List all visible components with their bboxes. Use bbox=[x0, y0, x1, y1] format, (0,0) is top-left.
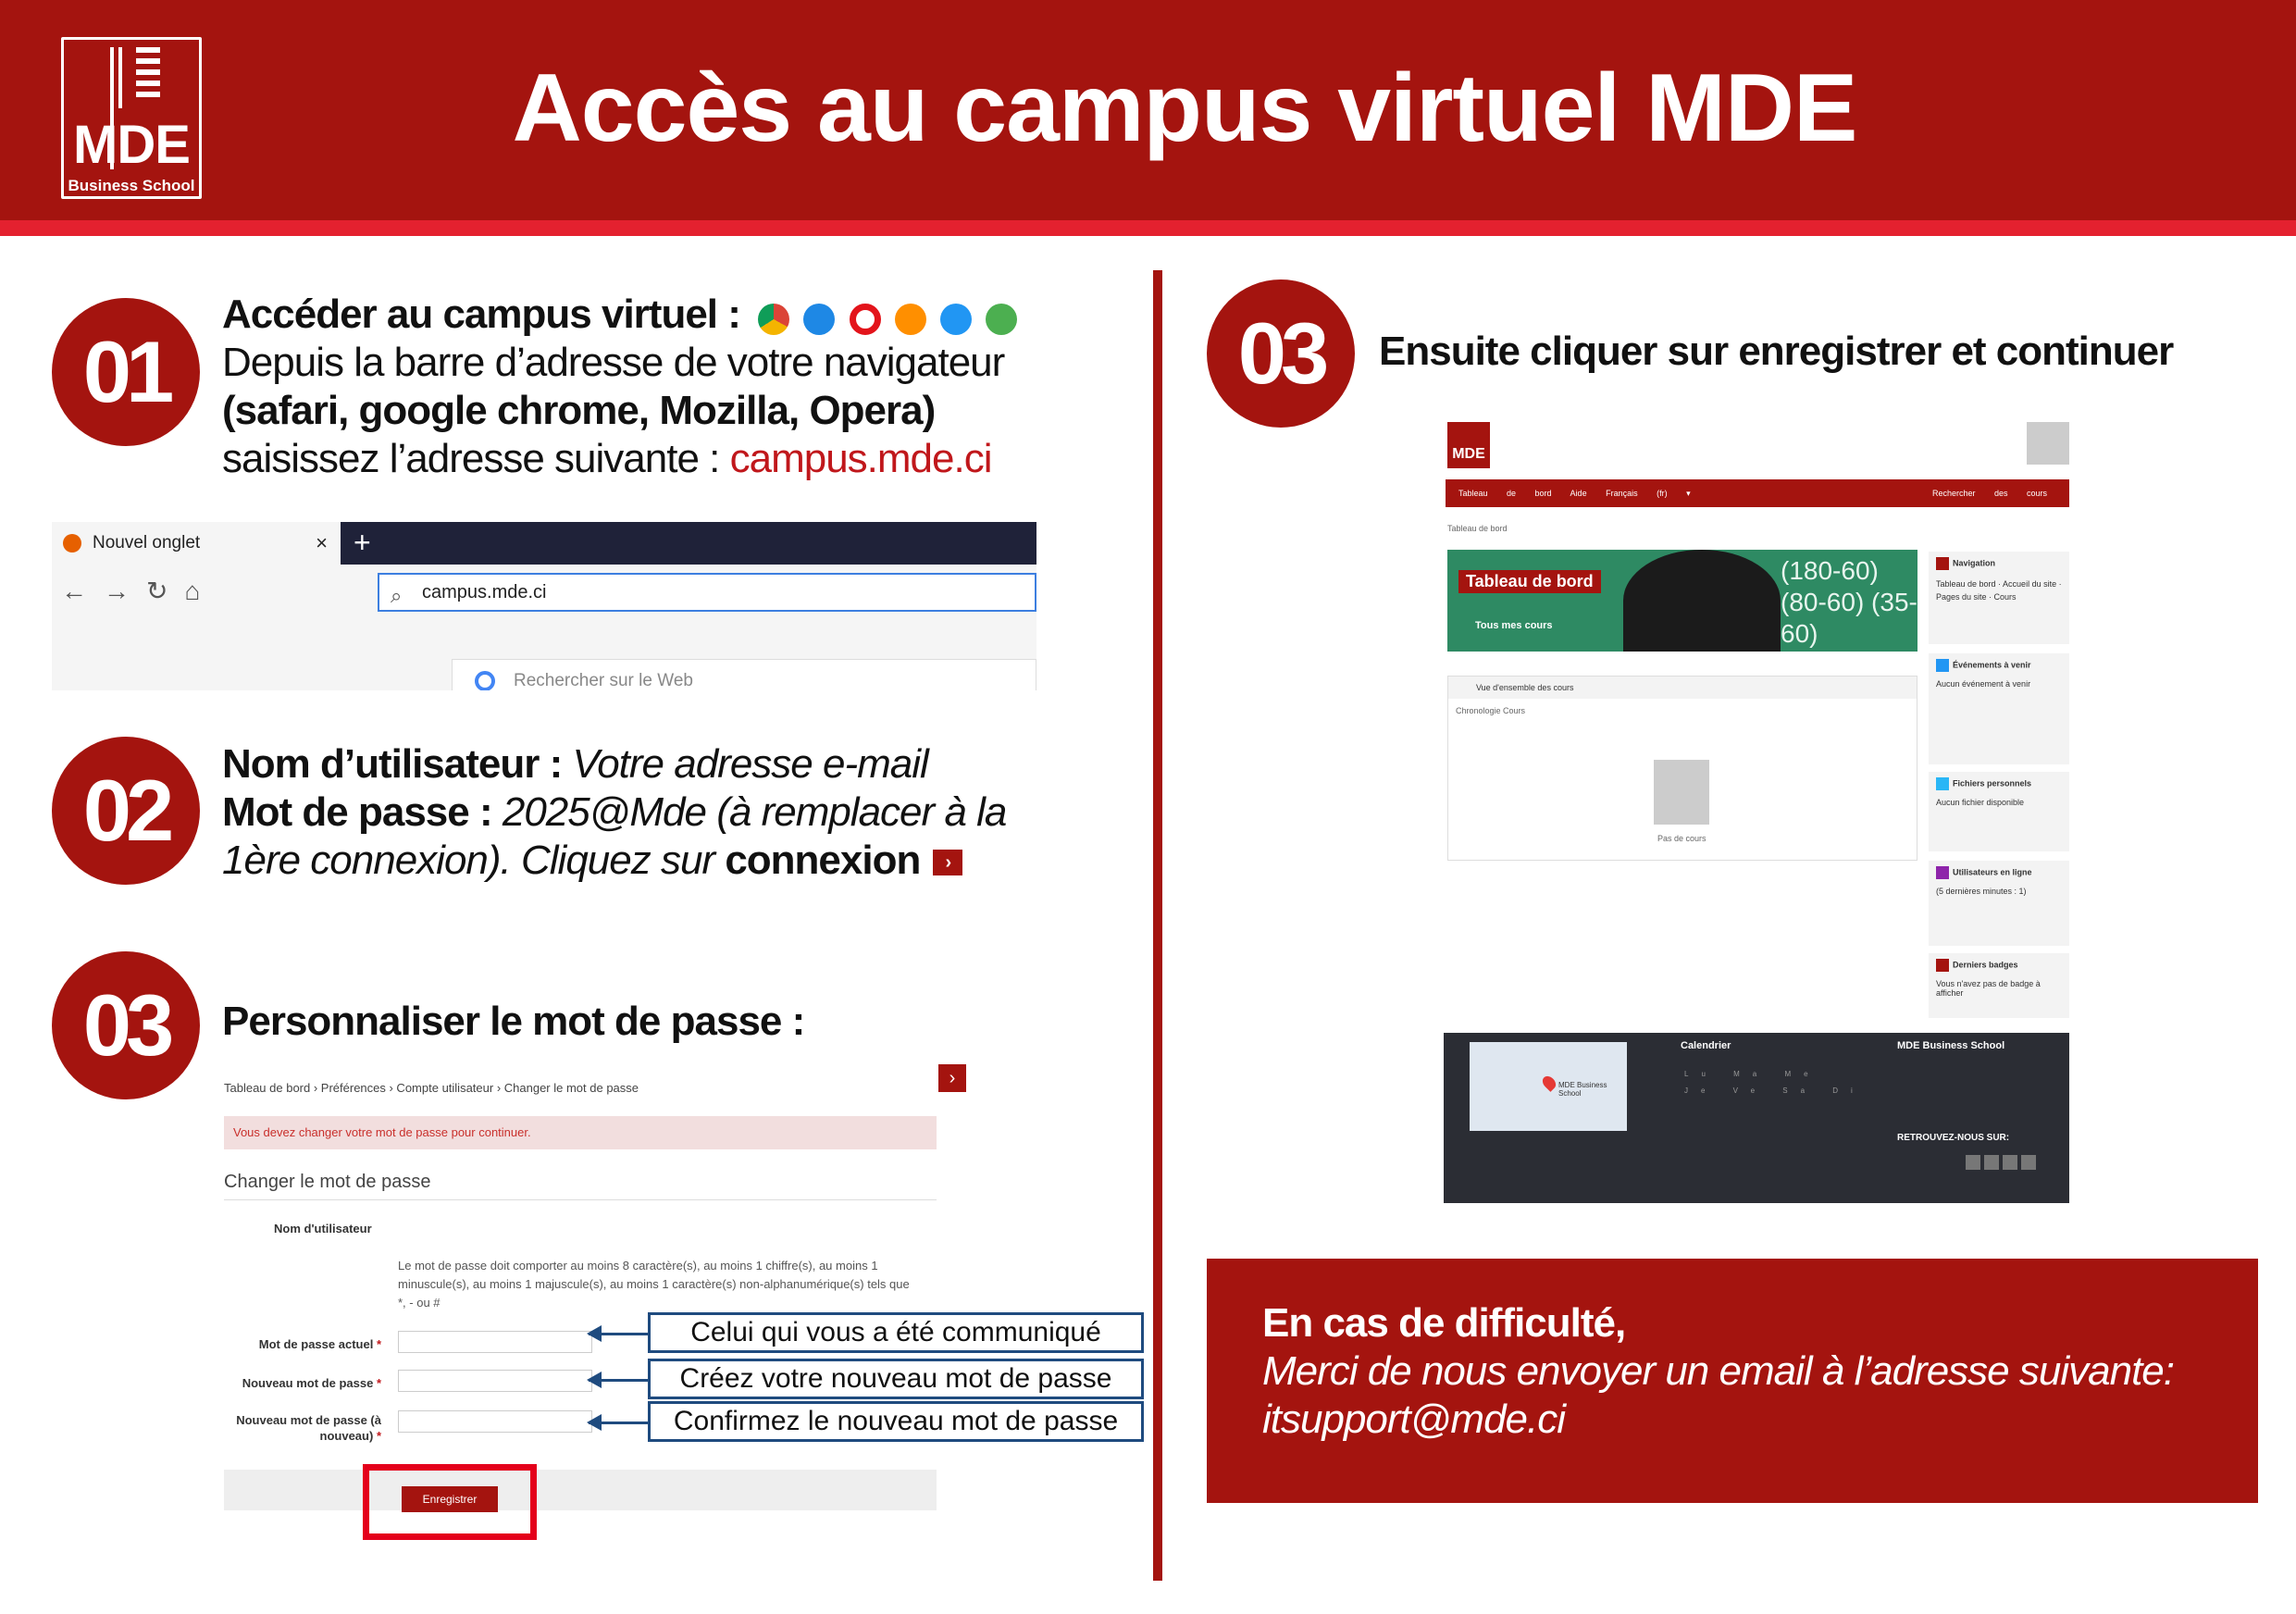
new-password-label bbox=[222, 1375, 381, 1391]
step-number-02: 02 bbox=[52, 737, 200, 885]
side-events-title: Événements à venir bbox=[1953, 660, 2031, 670]
globe-icon bbox=[986, 304, 1017, 335]
side-badges-text: Vous n'avez pas de badge à afficher bbox=[1936, 979, 2041, 998]
required-mark: * bbox=[376, 1337, 381, 1351]
address-bar[interactable] bbox=[378, 573, 1036, 612]
search-courses-link[interactable]: Rechercher des cours bbox=[1931, 489, 2047, 498]
step1-heading-text: Accéder au campus virtuel : bbox=[222, 292, 740, 337]
banner-person bbox=[1623, 550, 1781, 652]
side-navigation-block bbox=[1929, 552, 2069, 644]
files-icon bbox=[1936, 777, 1949, 790]
required-mark: * bbox=[376, 1429, 381, 1443]
divider bbox=[224, 1199, 937, 1200]
connexion-text: connexion bbox=[725, 838, 921, 883]
map-pin-icon bbox=[1540, 1074, 1558, 1092]
form-footer bbox=[224, 1470, 937, 1510]
new-tab-button[interactable]: + bbox=[354, 526, 371, 559]
side-badges-title: Derniers badges bbox=[1953, 960, 2018, 970]
site-footer-screenshot bbox=[1444, 1033, 2069, 1203]
banner-tag: Tableau de bord bbox=[1458, 570, 1601, 593]
step3-heading: Personnaliser le mot de passe : bbox=[222, 999, 805, 1044]
safari-icon bbox=[940, 304, 972, 335]
calendar-icon bbox=[1936, 659, 1949, 672]
current-password-label-text: Mot de passe actuel bbox=[258, 1337, 374, 1351]
side-badges-block bbox=[1929, 953, 2069, 1018]
callout-new-password: Créez votre nouveau mot de passe bbox=[648, 1359, 1144, 1399]
google-icon bbox=[475, 671, 495, 690]
step2-line3 bbox=[222, 837, 962, 885]
password-rules: Le mot de passe doit comporter au moins 8 caractère(s), au moins 1 chiffre(s), au moins 1 minuscule(s), au moins 1 majuscule(s), au moins 1 caractère(s) non-alphanumérique(s) tels que *, - ou # bbox=[398, 1259, 910, 1310]
logo-subtitle: Business School bbox=[68, 177, 195, 194]
social-icons bbox=[1966, 1155, 2040, 1173]
badge-icon bbox=[1936, 959, 1949, 972]
browser-nav-icons bbox=[61, 576, 217, 606]
dashboard-banner bbox=[1447, 550, 1917, 652]
current-password-label bbox=[222, 1336, 381, 1352]
dashboard-logo: MDE bbox=[1447, 422, 1490, 468]
map[interactable] bbox=[1470, 1042, 1627, 1131]
dashboard-screenshot bbox=[1446, 422, 2069, 1018]
course-overview-panel bbox=[1447, 676, 1917, 861]
browser-tab-label: Nouvel onglet bbox=[93, 533, 201, 552]
callout-current-password: Celui qui vous a été communiqué bbox=[648, 1312, 1144, 1353]
new-password-label-text: Nouveau mot de passe bbox=[242, 1376, 374, 1390]
step2-line1 bbox=[222, 740, 928, 788]
step-number-01: 01 bbox=[52, 298, 200, 446]
arrow-left-icon bbox=[587, 1372, 602, 1388]
course-overview-title: Vue d'ensemble des cours bbox=[1448, 677, 1917, 699]
address-bar-value: campus.mde.ci bbox=[422, 582, 547, 602]
course-overview-tabs[interactable]: Chronologie Cours bbox=[1456, 706, 1526, 715]
chrome-icon bbox=[758, 304, 789, 335]
back-icon[interactable]: ← bbox=[61, 577, 104, 605]
navigation-icon bbox=[1936, 557, 1949, 570]
support-box bbox=[1207, 1259, 2258, 1503]
column-divider bbox=[1153, 270, 1162, 1581]
calendar-grid: Lu Ma Me Je Ve Sa Di bbox=[1684, 1070, 1866, 1095]
firefox-icon bbox=[895, 304, 926, 335]
users-icon bbox=[1936, 866, 1949, 879]
callout-confirm-password: Confirmez le nouveau mot de passe bbox=[648, 1401, 1144, 1442]
twitter-icon[interactable] bbox=[1984, 1155, 1999, 1170]
support-text: Merci de nous envoyer un email à l’adresse suivante: bbox=[1262, 1348, 2174, 1394]
home-icon[interactable]: ⌂ bbox=[184, 577, 217, 605]
facebook-icon[interactable] bbox=[1966, 1155, 1980, 1170]
search-icon: ⌕ bbox=[391, 584, 403, 607]
step-number-03-right: 03 bbox=[1207, 279, 1355, 428]
side-files-title: Fichiers personnels bbox=[1953, 778, 2032, 788]
username-label: Nom d’utilisateur : bbox=[222, 741, 563, 787]
step-number-03: 03 bbox=[52, 951, 200, 1099]
step1-line4 bbox=[222, 435, 991, 483]
dashboard-nav-items[interactable]: Tableau de bord Aide Français (fr) ▾ bbox=[1458, 489, 1691, 498]
confirm-password-label bbox=[222, 1412, 381, 1444]
username-value: Votre adresse e-mail bbox=[562, 741, 928, 787]
side-navigation-title: Navigation bbox=[1953, 558, 1996, 568]
side-events-block bbox=[1929, 653, 2069, 764]
step1-line2: Depuis la barre d’adresse de votre navigateur bbox=[222, 340, 1005, 385]
password-label: Mot de passe : bbox=[222, 789, 492, 835]
empty-courses-icon bbox=[1654, 760, 1709, 825]
step2-line2 bbox=[222, 788, 1006, 837]
confirm-password-input[interactable] bbox=[398, 1410, 592, 1433]
browser-tab[interactable] bbox=[52, 522, 341, 565]
support-email[interactable]: itsupport@mde.ci bbox=[1262, 1397, 1566, 1442]
step1-heading bbox=[222, 291, 1021, 341]
password-form-screenshot bbox=[222, 1061, 944, 1523]
breadcrumb: Tableau de bord › Préférences › Compte utilisateur › Changer le mot de passe bbox=[224, 1081, 639, 1095]
ie-icon bbox=[803, 304, 835, 335]
arrow-left-icon bbox=[587, 1325, 602, 1342]
step1-line3: (safari, google chrome, Mozilla, Opera) bbox=[222, 388, 936, 433]
save-button[interactable]: Enregistrer bbox=[402, 1486, 498, 1512]
required-mark: * bbox=[376, 1376, 381, 1390]
page-title: Accès au campus virtuel MDE bbox=[512, 55, 1857, 162]
password-alert: Vous devez changer votre mot de passe pour continuer. bbox=[224, 1116, 937, 1149]
banner-math: (180-60) (80-60) (35-60) bbox=[1781, 556, 1917, 648]
dashboard-navbar bbox=[1446, 479, 2069, 507]
step2-line3-italic: 1ère connexion). Cliquez sur bbox=[222, 838, 726, 883]
password-value: 2025@Mde (à remplacer à la bbox=[491, 789, 1007, 835]
avatar[interactable] bbox=[2027, 422, 2069, 465]
header-banner bbox=[0, 0, 2296, 220]
address-dropdown[interactable] bbox=[452, 659, 1036, 690]
calendar-title: Calendrier bbox=[1681, 1040, 1731, 1051]
close-icon[interactable]: × bbox=[316, 531, 328, 554]
browser-screenshot bbox=[52, 522, 1036, 690]
form-title: Changer le mot de passe bbox=[224, 1172, 431, 1192]
social-label: RETROUVEZ-NOUS SUR: bbox=[1897, 1133, 2010, 1143]
firefox-icon bbox=[63, 534, 81, 552]
map-label: MDE Business School bbox=[1558, 1081, 1607, 1098]
banner-sub[interactable]: Tous mes cours bbox=[1475, 620, 1553, 631]
empty-courses-text: Pas de cours bbox=[1657, 834, 1706, 843]
youtube-icon[interactable] bbox=[2003, 1155, 2017, 1170]
school-title: MDE Business School bbox=[1897, 1040, 2005, 1051]
side-events-text: Aucun événement à venir bbox=[1936, 679, 2031, 689]
header-stripe bbox=[0, 220, 2296, 236]
arrow-left-icon bbox=[587, 1414, 602, 1431]
current-password-input[interactable] bbox=[398, 1331, 592, 1353]
side-navigation-items[interactable]: Tableau de bord · Accueil du site · Pages du site · Cours bbox=[1936, 579, 2062, 602]
reload-icon[interactable]: ↻ bbox=[146, 577, 185, 605]
chevron-right-icon: › bbox=[933, 850, 962, 875]
new-password-input[interactable] bbox=[398, 1370, 592, 1392]
username-field-label: Nom d'utilisateur bbox=[274, 1222, 372, 1235]
chevron-right-icon: › bbox=[938, 1064, 966, 1092]
side-online-title: Utilisateurs en ligne bbox=[1953, 867, 2032, 877]
step1-line4-prefix: saisissez l’adresse suivante : bbox=[222, 436, 730, 481]
opera-icon bbox=[850, 304, 881, 335]
campus-url-text: campus.mde.ci bbox=[729, 436, 992, 481]
forward-icon[interactable]: → bbox=[104, 577, 146, 605]
side-online-block bbox=[1929, 861, 2069, 946]
side-files-text: Aucun fichier disponible bbox=[1936, 798, 2025, 807]
confirm-password-label-text: Nouveau mot de passe (à nouveau) bbox=[236, 1413, 381, 1443]
logo-text: MDE bbox=[73, 115, 190, 175]
side-files-block bbox=[1929, 772, 2069, 851]
side-online-text: (5 dernières minutes : 1) bbox=[1936, 887, 2027, 896]
linkedin-icon[interactable] bbox=[2021, 1155, 2036, 1170]
dropdown-text: Rechercher sur le Web bbox=[514, 671, 693, 690]
dashboard-breadcrumb: Tableau de bord bbox=[1447, 524, 1508, 533]
step4-heading: Ensuite cliquer sur enregistrer et continuer bbox=[1379, 329, 2174, 374]
support-heading: En cas de difficulté, bbox=[1262, 1300, 1626, 1346]
browser-icons bbox=[758, 292, 1021, 341]
